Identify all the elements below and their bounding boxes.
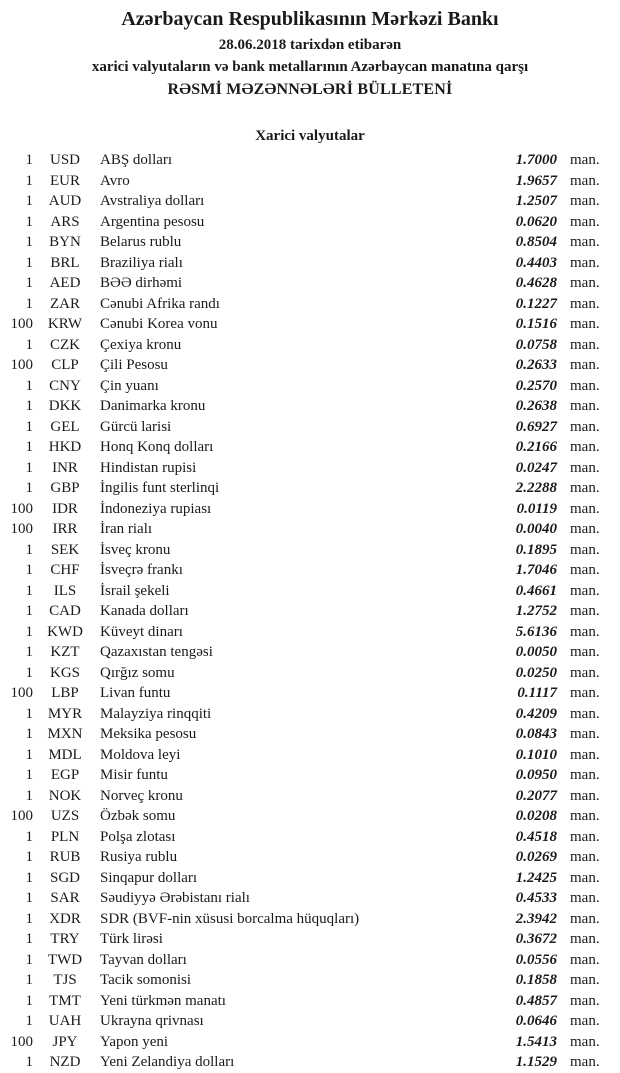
rate-row (0, 704, 620, 725)
currency-name: Qazaxıstan tengəsi (100, 644, 213, 660)
rate-row (0, 437, 620, 458)
exchange-rate-value: 2.2288 (515, 480, 557, 496)
exchange-rate-value: 1.9657 (515, 172, 557, 189)
currency-code: SEK (50, 541, 80, 558)
nominal-quantity: 1 (25, 644, 33, 660)
currency-code: SGD (49, 869, 80, 886)
unit-label: man. (570, 767, 600, 783)
unit-label: man. (570, 398, 600, 414)
currency-name: ABŞ dolları (100, 152, 173, 168)
unit-label: man. (570, 234, 600, 250)
nominal-quantity: 1 (25, 213, 33, 230)
rate-row (0, 868, 620, 889)
nominal-quantity: 1 (25, 439, 33, 455)
exchange-rate-value: 1.5413 (515, 1033, 557, 1050)
exchange-rate-value: 0.0247 (515, 459, 557, 476)
rate-row (0, 273, 620, 294)
currency-code: MDL (48, 746, 82, 763)
nominal-quantity: 100 (10, 500, 33, 517)
currency-code: CNY (49, 377, 81, 394)
exchange-rate-value: 5.6136 (515, 623, 557, 640)
rate-row (0, 601, 620, 622)
rate-row (0, 909, 620, 930)
currency-name: İndoneziya rupiası (100, 500, 212, 517)
currency-name: Kanada dolları (100, 603, 189, 619)
currency-name: İsrail şekeli (100, 582, 170, 599)
rate-row (0, 806, 620, 827)
currency-name: Yapon yeni (100, 1033, 169, 1050)
nominal-quantity: 1 (25, 295, 33, 312)
nominal-quantity: 1 (25, 459, 33, 476)
exchange-rate-value: 0.0119 (516, 500, 557, 517)
unit-label: man. (570, 500, 600, 517)
currency-name: Malayziya rinqqiti (100, 705, 212, 722)
nominal-quantity: 1 (25, 787, 33, 804)
exchange-rate-value: 0.0950 (515, 767, 557, 783)
rate-row (0, 827, 620, 848)
exchange-rate-value: 0.1858 (515, 972, 557, 988)
rate-row (0, 171, 620, 192)
nominal-quantity: 1 (25, 398, 33, 414)
currency-code: JPY (52, 1033, 78, 1050)
currency-code: RUB (49, 849, 81, 865)
currency-name: Cənubi Afrika randı (100, 295, 220, 312)
currency-name: Sinqapur dolları (100, 869, 198, 886)
nominal-quantity: 100 (10, 1033, 33, 1050)
exchange-rate-value: 0.4209 (515, 705, 557, 722)
currency-name: Misir funtu (100, 767, 168, 783)
unit-label: man. (570, 562, 600, 578)
unit-label: man. (570, 849, 600, 865)
currency-code: HKD (48, 439, 82, 455)
unit-label: man. (570, 787, 600, 804)
currency-code: CAD (49, 603, 81, 619)
unit-label: man. (570, 808, 600, 824)
nominal-quantity: 1 (25, 275, 33, 291)
nominal-quantity: 1 (25, 336, 33, 353)
currency-code: AUD (48, 193, 82, 209)
exchange-rate-value: 0.0269 (515, 849, 557, 865)
exchange-rate-value: 1.7046 (515, 562, 557, 578)
rate-row (0, 745, 620, 766)
exchange-rate-value: 0.4533 (515, 890, 557, 906)
unit-label: man. (570, 623, 600, 640)
currency-name: BƏƏ dirhəmi (100, 275, 183, 291)
currency-code: ZAR (50, 295, 80, 312)
currency-name: Özbək somu (100, 808, 176, 824)
currency-code: PLN (50, 828, 80, 845)
currency-code: UAH (48, 1013, 82, 1029)
currency-name: Səudiyyə Ərəbistanı rialı (100, 890, 250, 906)
unit-label: man. (570, 931, 600, 947)
unit-label: man. (570, 459, 600, 476)
exchange-rate-value: 0.0050 (515, 644, 557, 660)
unit-label: man. (570, 1033, 600, 1050)
exchange-rate-value: 0.2570 (515, 377, 557, 394)
unit-label: man. (570, 992, 600, 1009)
currency-code: TRY (50, 931, 80, 947)
rate-row (0, 417, 620, 438)
currency-name: Meksika pesosu (100, 726, 197, 742)
rate-row (0, 786, 620, 807)
unit-label: man. (570, 972, 600, 988)
exchange-rate-value: 2.3942 (515, 910, 557, 927)
bulletin-title: RƏSMİ MƏZƏNNƏLƏRİ BÜLLETENİ (167, 81, 453, 98)
rate-row (0, 560, 620, 581)
exchange-rate-value: 1.7000 (515, 152, 557, 168)
section-title-foreign-currencies: Xarici valyutalar (255, 128, 365, 144)
unit-label: man. (570, 685, 600, 701)
nominal-quantity: 1 (25, 480, 33, 496)
exchange-rate-value: 0.4403 (515, 254, 557, 271)
exchange-rate-value: 0.1895 (515, 541, 557, 558)
currency-name: Livan funtu (100, 685, 171, 701)
currency-code: NOK (48, 787, 82, 804)
exchange-rate-value: 0.3672 (515, 931, 557, 947)
nominal-quantity: 1 (25, 828, 33, 845)
exchange-rate-value: 1.1529 (515, 1054, 557, 1070)
nominal-quantity: 1 (25, 1013, 33, 1029)
currency-code: TJS (53, 972, 77, 988)
currency-code: CZK (50, 336, 80, 353)
rate-row (0, 478, 620, 499)
unit-label: man. (570, 869, 600, 886)
rate-row (0, 150, 620, 171)
currency-name: Çili Pesosu (100, 357, 168, 373)
exchange-rate-value: 0.1227 (515, 295, 557, 312)
rate-row (0, 622, 620, 643)
rate-row (0, 499, 620, 520)
currency-name: Braziliya rialı (100, 254, 183, 271)
rate-row (0, 929, 620, 950)
currency-name: Rusiya rublu (100, 849, 178, 865)
currency-code: GBP (50, 480, 80, 496)
nominal-quantity: 1 (25, 746, 33, 763)
nominal-quantity: 100 (10, 357, 33, 373)
exchange-rate-value: 1.2425 (515, 869, 557, 886)
nominal-quantity: 100 (10, 808, 33, 824)
currency-code: XDR (49, 910, 81, 927)
unit-label: man. (570, 480, 600, 496)
unit-label: man. (570, 541, 600, 558)
rate-row (0, 642, 620, 663)
unit-label: man. (570, 664, 600, 681)
unit-label: man. (570, 172, 600, 189)
currency-name: Yeni Zelandiya dolları (100, 1054, 235, 1070)
unit-label: man. (570, 254, 600, 271)
currency-code: TMT (49, 992, 81, 1009)
unit-label: man. (570, 705, 600, 722)
currency-code: GEL (50, 418, 80, 435)
bulletin-header (0, 0, 620, 100)
currency-code: AED (49, 275, 81, 291)
exchange-rate-value: 0.1010 (515, 746, 557, 763)
unit-label: man. (570, 951, 600, 968)
currency-code: EGP (50, 767, 80, 783)
unit-label: man. (570, 439, 600, 455)
currency-name: Danimarka kronu (100, 398, 206, 414)
exchange-rate-value: 0.0758 (515, 336, 557, 353)
rate-row (0, 519, 620, 540)
currency-name: Küveyt dinarı (100, 623, 183, 640)
exchange-rate-value: 0.1516 (515, 316, 557, 332)
rate-row (0, 314, 620, 335)
unit-label: man. (570, 336, 600, 353)
rate-row (0, 212, 620, 233)
exchange-rate-value: 0.4628 (515, 275, 557, 291)
bulletin-subtitle: xarici valyutaların və bank metallarının Azərbaycan manatına qarşı (91, 59, 529, 75)
rate-row (0, 396, 620, 417)
nominal-quantity: 1 (25, 172, 33, 189)
nominal-quantity: 1 (25, 931, 33, 947)
exchange-rate-value: 0.0843 (515, 726, 557, 742)
currency-name: Honq Konq dolları (100, 439, 214, 455)
currency-name: Hindistan rupisi (100, 459, 197, 476)
unit-label: man. (570, 910, 600, 927)
currency-name: Moldova leyi (100, 746, 181, 763)
rate-row (0, 765, 620, 786)
exchange-rate-value: 1.2752 (515, 603, 557, 619)
nominal-quantity: 100 (10, 521, 33, 537)
currency-code: INR (52, 459, 78, 476)
nominal-quantity: 1 (25, 849, 33, 865)
nominal-quantity: 1 (25, 193, 33, 209)
unit-label: man. (570, 152, 600, 168)
effective-date-line: 28.06.2018 tarixdən etibarən (218, 37, 402, 53)
rate-row (0, 355, 620, 376)
currency-name: Qırğız somu (100, 664, 175, 681)
currency-code: MXN (47, 726, 83, 742)
currency-name: Belarus rublu (100, 234, 182, 250)
currency-code: EUR (50, 172, 80, 189)
unit-label: man. (570, 746, 600, 763)
exchange-rate-value: 0.0250 (515, 664, 557, 681)
bank-title: Azərbaycan Respublikasının Mərkəzi Bankı (121, 8, 499, 30)
exchange-rate-value: 1.2507 (515, 193, 557, 209)
currency-code: BYN (49, 234, 81, 250)
unit-label: man. (570, 726, 600, 742)
currency-code: NZD (49, 1054, 81, 1070)
exchange-rate-value: 0.0620 (515, 213, 557, 230)
currency-name: Avstraliya dolları (100, 193, 205, 209)
currency-name: SDR (BVF-nin xüsusi borcalma hüquqları) (100, 910, 360, 927)
nominal-quantity: 1 (25, 562, 33, 578)
nominal-quantity: 1 (25, 869, 33, 886)
rate-row (0, 1052, 620, 1073)
exchange-rate-value: 0.2633 (515, 357, 557, 373)
exchange-rate-value: 0.0208 (515, 808, 557, 824)
currency-name: İsveçrə frankı (100, 562, 183, 578)
exchange-rate-value: 0.2166 (515, 439, 557, 455)
rate-row (0, 376, 620, 397)
rate-row (0, 540, 620, 561)
nominal-quantity: 1 (25, 152, 33, 168)
nominal-quantity: 1 (25, 705, 33, 722)
currency-code: SAR (50, 890, 80, 906)
unit-label: man. (570, 377, 600, 394)
rate-row (0, 458, 620, 479)
unit-label: man. (570, 357, 600, 373)
nominal-quantity: 1 (25, 1054, 33, 1070)
exchange-rate-value: 0.4857 (515, 992, 557, 1009)
rate-row (0, 847, 620, 868)
currency-code: MYR (47, 705, 83, 722)
currency-code: UZS (50, 808, 80, 824)
exchange-rate-value: 0.2638 (515, 398, 557, 414)
currency-name: Çexiya kronu (100, 336, 182, 353)
nominal-quantity: 1 (25, 623, 33, 640)
unit-label: man. (570, 890, 600, 906)
nominal-quantity: 100 (10, 685, 33, 701)
currency-name: Avro (100, 172, 130, 189)
unit-label: man. (570, 193, 600, 209)
unit-label: man. (570, 603, 600, 619)
currency-name: Tayvan dolları (100, 951, 187, 968)
currency-name: Yeni türkmən manatı (100, 992, 226, 1009)
currency-name: Ukrayna qrivnası (100, 1013, 204, 1029)
unit-label: man. (570, 213, 600, 230)
currency-code: BRL (50, 254, 80, 271)
rate-row (0, 683, 620, 704)
unit-label: man. (570, 1013, 600, 1029)
currency-code: ILS (53, 582, 77, 599)
nominal-quantity: 1 (25, 951, 33, 968)
currency-code: USD (49, 152, 80, 168)
rate-row (0, 1011, 620, 1032)
rate-row (0, 335, 620, 356)
currency-code: ARS (50, 213, 80, 230)
exchange-rate-value: 0.2077 (515, 787, 557, 804)
rate-row (0, 724, 620, 745)
currency-name: Tacik somonisi (100, 972, 192, 988)
rate-row (0, 232, 620, 253)
unit-label: man. (570, 644, 600, 660)
rate-row (0, 970, 620, 991)
exchange-rate-value: 0.0646 (515, 1013, 557, 1029)
nominal-quantity: 1 (25, 377, 33, 394)
nominal-quantity: 1 (25, 992, 33, 1009)
unit-label: man. (570, 828, 600, 845)
rate-row (0, 888, 620, 909)
nominal-quantity: 1 (25, 910, 33, 927)
nominal-quantity: 1 (25, 890, 33, 906)
currency-code: LBP (51, 685, 79, 701)
currency-name: Çin yuanı (100, 377, 159, 394)
unit-label: man. (570, 295, 600, 312)
exchange-rate-value: 0.0556 (515, 951, 557, 968)
currency-name: Türk lirəsi (100, 931, 163, 947)
rate-row (0, 253, 620, 274)
unit-label: man. (570, 316, 600, 332)
exchange-rate-value: 0.6927 (515, 418, 557, 435)
currency-name: Gürcü larisi (100, 418, 172, 435)
rate-row (0, 1032, 620, 1053)
unit-label: man. (570, 275, 600, 291)
rate-row (0, 581, 620, 602)
currency-code: IRR (52, 521, 78, 537)
unit-label: man. (570, 1054, 600, 1070)
currency-code: TWD (47, 951, 83, 968)
rate-row (0, 294, 620, 315)
nominal-quantity: 1 (25, 603, 33, 619)
rates-table (0, 150, 620, 1073)
exchange-rate-value: 0.0040 (515, 521, 557, 537)
currency-code: CLP (51, 357, 79, 373)
nominal-quantity: 1 (25, 972, 33, 988)
currency-code: IDR (52, 500, 78, 517)
rate-row (0, 663, 620, 684)
exchange-rate-value: 0.4518 (515, 828, 557, 845)
currency-name: Argentina pesosu (100, 213, 205, 230)
exchange-rate-value: 0.4661 (515, 582, 557, 599)
currency-name: Polşa zlotası (100, 828, 176, 845)
currency-name: İngilis funt sterlinqi (100, 480, 220, 496)
currency-code: DKK (48, 398, 82, 414)
rate-row (0, 191, 620, 212)
nominal-quantity: 1 (25, 541, 33, 558)
currency-name: İran rialı (100, 521, 153, 537)
currency-code: CHF (50, 562, 80, 578)
currency-name: Cənubi Korea vonu (100, 316, 218, 332)
rate-row (0, 991, 620, 1012)
nominal-quantity: 1 (25, 664, 33, 681)
nominal-quantity: 100 (10, 316, 33, 332)
nominal-quantity: 1 (25, 234, 33, 250)
currency-code: KRW (47, 316, 83, 332)
exchange-rate-value: 0.1117 (517, 685, 557, 701)
currency-code: KGS (49, 664, 80, 681)
currency-name: İsveç kronu (100, 541, 171, 558)
nominal-quantity: 1 (25, 726, 33, 742)
nominal-quantity: 1 (25, 582, 33, 599)
exchange-rate-value: 0.8504 (515, 234, 557, 250)
rate-row (0, 950, 620, 971)
nominal-quantity: 1 (25, 418, 33, 435)
unit-label: man. (570, 418, 600, 435)
currency-code: KWD (47, 623, 83, 640)
currency-name: Norveç kronu (100, 787, 183, 804)
currency-code: KZT (50, 644, 80, 660)
unit-label: man. (570, 582, 600, 599)
unit-label: man. (570, 521, 600, 537)
nominal-quantity: 1 (25, 767, 33, 783)
nominal-quantity: 1 (25, 254, 33, 271)
